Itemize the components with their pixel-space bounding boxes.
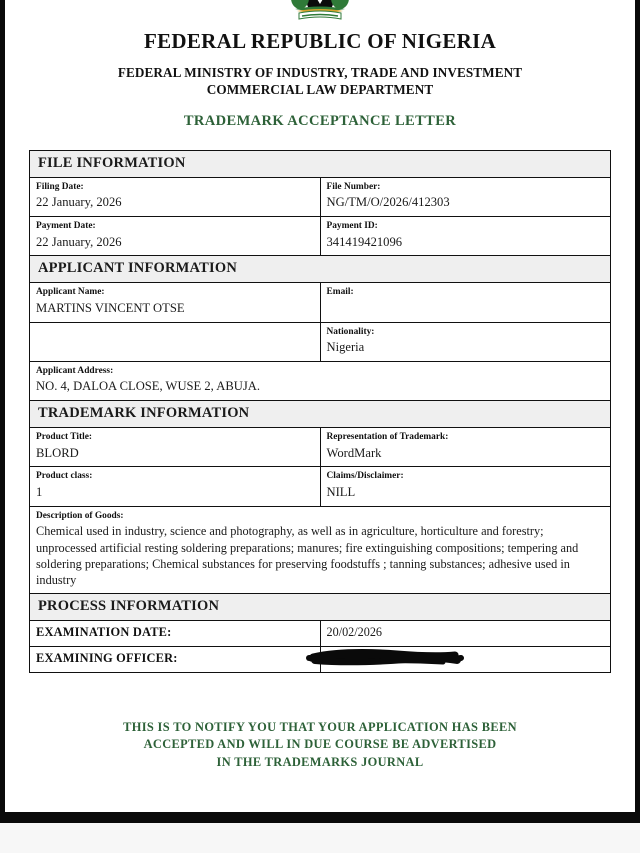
- table-row-payment-date-and-id: [30, 217, 611, 256]
- document-title: TRADEMARK ACCEPTANCE LETTER: [183, 112, 457, 129]
- value-product-title: BLORD: [36, 445, 79, 460]
- value-description-of-goods: Chemical used in industry, science and photography, as well as in agriculture, horticulture and forestry; unprocessed artificial resting soldering preparations; manures; fire extinguishing compositions; tempering and soldering preparations; Chemical substances for preserving foodstuffs ; tanning substances; adhesive used in industry: [36, 524, 579, 588]
- cell-file-number: [320, 177, 611, 216]
- table-row-section-trademark-information: [30, 401, 611, 428]
- viewer-left-edge-strip: [0, 0, 5, 822]
- coat-of-arms-emblem-container: [29, 0, 611, 22]
- label-secondary-contact: [36, 326, 314, 340]
- cell-representation-of-trademark: [320, 428, 611, 467]
- value-nationality: Nigeria: [326, 340, 365, 355]
- cell-payment-id: [320, 217, 611, 256]
- cell-product-title: [30, 428, 321, 467]
- cell-secondary-contact: [30, 322, 321, 361]
- value-file-number: NG/TM/O/2026/412303: [326, 195, 450, 210]
- value-filing-date: 22 January, 2026: [36, 195, 122, 210]
- label-email: Email:: [326, 287, 354, 298]
- cell-examination-date-label: [30, 620, 321, 646]
- label-payment-date: Payment Date:: [36, 221, 96, 232]
- table-row-filing-and-file-number: [30, 177, 611, 216]
- table-row-section-applicant-information: [30, 256, 611, 283]
- nigeria-coat-of-arms-icon: [289, 0, 351, 22]
- cell-claims-disclaimer: [320, 467, 611, 506]
- cell-nationality: [320, 322, 611, 361]
- table-row-section-file-information: [30, 150, 611, 177]
- cell-filing-date: [30, 177, 321, 216]
- acceptance-notice-line-2: ACCEPTED AND WILL IN DUE COURSE BE ADVERTISED: [143, 737, 497, 752]
- table-row-section-process-information: [30, 593, 611, 620]
- table-row-product-class-and-claims: [30, 467, 611, 506]
- cell-email: [320, 283, 611, 322]
- section-header-file-information: FILE INFORMATION: [30, 150, 611, 177]
- table-row-applicant-name-and-email: [30, 283, 611, 322]
- label-product-class: Product class:: [36, 471, 93, 482]
- value-applicant-address: NO. 4, DALOA CLOSE, WUSE 2, ABUJA.: [36, 379, 261, 394]
- label-claims-disclaimer: Claims/Disclaimer:: [326, 471, 404, 482]
- ministry-line-primary: FEDERAL MINISTRY OF INDUSTRY, TRADE AND INVESTMENT: [117, 65, 523, 80]
- label-product-title: Product Title:: [36, 432, 92, 443]
- value-product-class: 1: [36, 484, 43, 499]
- cell-payment-date: [30, 217, 321, 256]
- page-bottom-edge-band: [0, 812, 640, 823]
- table-row-applicant-address: [30, 361, 611, 400]
- page-title-country: FEDERAL REPUBLIC OF NIGERIA: [143, 29, 497, 53]
- acceptance-notice: [29, 719, 611, 772]
- value-examining-officer-redacted: [327, 650, 605, 667]
- document-details-table: [29, 150, 611, 673]
- value-payment-id: 341419421096: [326, 234, 403, 249]
- value-representation-of-trademark: WordMark: [326, 445, 382, 460]
- cell-examining-officer-value: [320, 646, 611, 672]
- cell-description-of-goods: [30, 506, 611, 593]
- ministry-line-department: COMMERCIAL LAW DEPARTMENT: [206, 82, 434, 98]
- value-email: [327, 300, 605, 316]
- viewer-background-below-page: [0, 823, 640, 853]
- viewer-right-edge-strip: [635, 0, 640, 822]
- table-row-description-of-goods: [30, 506, 611, 593]
- redaction-scribble-icon: [305, 649, 475, 666]
- label-applicant-name: Applicant Name:: [36, 287, 105, 298]
- value-payment-date: 22 January, 2026: [36, 234, 122, 249]
- label-filing-date: Filing Date:: [36, 181, 84, 192]
- ministry-heading: [29, 64, 611, 99]
- label-description-of-goods: Description of Goods:: [36, 510, 124, 521]
- label-nationality: Nationality:: [326, 326, 375, 337]
- value-examination-date: 20/02/2026: [326, 624, 383, 639]
- label-examination-date: EXAMINATION DATE:: [36, 624, 172, 639]
- section-header-trademark-information: TRADEMARK INFORMATION: [30, 401, 611, 428]
- value-claims-disclaimer: NILL: [326, 484, 356, 499]
- cell-applicant-address: [30, 361, 611, 400]
- value-applicant-name: MARTINS VINCENT OTSE: [36, 300, 185, 315]
- label-file-number: File Number:: [326, 181, 381, 192]
- cell-product-class: [30, 467, 321, 506]
- section-header-process-information: PROCESS INFORMATION: [30, 593, 611, 620]
- label-payment-id: Payment ID:: [326, 221, 378, 232]
- section-header-applicant-information: APPLICANT INFORMATION: [30, 256, 611, 283]
- acceptance-notice-line-1: THIS IS TO NOTIFY YOU THAT YOUR APPLICATION HAS BEEN: [123, 719, 517, 734]
- table-row-secondary-contact-and-nationality: [30, 322, 611, 361]
- value-secondary-contact: [36, 339, 314, 355]
- label-representation-of-trademark: Representation of Trademark:: [326, 432, 449, 443]
- label-examining-officer: EXAMINING OFFICER:: [36, 650, 178, 665]
- label-applicant-address: Applicant Address:: [36, 365, 114, 376]
- cell-examination-date-value: [320, 620, 611, 646]
- table-row-examination-date: [30, 620, 611, 646]
- cell-examining-officer-label: [30, 646, 321, 672]
- table-row-examining-officer: [30, 646, 611, 672]
- table-row-product-title-and-representation: [30, 428, 611, 467]
- acceptance-notice-line-3: IN THE TRADEMARKS JOURNAL: [216, 754, 424, 769]
- document-page: [5, 0, 635, 812]
- cell-applicant-name: [30, 283, 321, 322]
